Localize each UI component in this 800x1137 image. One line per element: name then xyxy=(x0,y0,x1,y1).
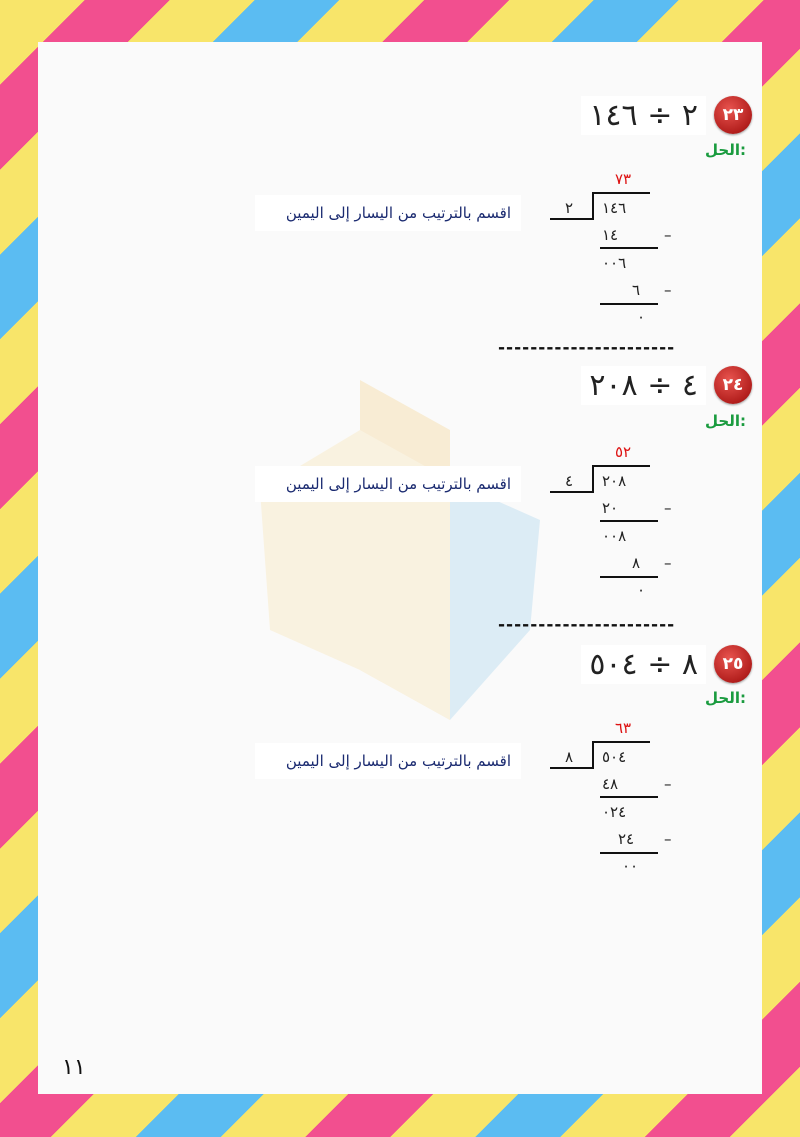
section-separator: ---------------------- xyxy=(498,338,676,358)
solution-label: الحل: xyxy=(705,412,746,430)
divisor: ٨ xyxy=(565,748,574,766)
minus-sign: – xyxy=(664,830,678,848)
division-bracket xyxy=(592,192,594,218)
long-division-23 xyxy=(550,168,680,338)
instruction-note: اقسم بالترتيب من اليسار إلى اليمين xyxy=(255,195,521,231)
long-division-24 xyxy=(550,441,680,611)
division-bracket xyxy=(592,465,594,491)
dividend: ٢٠٨ xyxy=(602,472,627,490)
problem-expression: ٨ ÷ ٥٠٤ xyxy=(581,645,706,684)
instruction-note: اقسم بالترتيب من اليسار إلى اليمين xyxy=(255,743,521,779)
divisor-underline xyxy=(550,491,594,493)
step1-subtrahend: ٢٠ xyxy=(602,499,619,517)
dividend: ٥٠٤ xyxy=(602,748,627,766)
step1-subtrahend: ١٤ xyxy=(602,226,619,244)
division-bar xyxy=(592,465,650,467)
problem-number-badge: ٢٥ xyxy=(714,645,752,683)
divisor-underline xyxy=(550,218,594,220)
problem-expression: ٢ ÷ ١٤٦ xyxy=(581,96,706,135)
step2-subtrahend: ٦ xyxy=(632,281,641,299)
dividend: ١٤٦ xyxy=(602,199,627,217)
minus-sign: – xyxy=(664,226,678,244)
solution-label: الحل: xyxy=(705,689,746,707)
minus-sign: – xyxy=(664,281,678,299)
subtraction-line xyxy=(600,852,658,854)
step1-subtrahend: ٤٨ xyxy=(602,775,619,793)
step2-remainder: ٠٠ xyxy=(622,857,639,875)
problem-25-header xyxy=(581,644,752,684)
problem-24-header xyxy=(581,365,752,405)
book-watermark-icon xyxy=(250,370,550,730)
quotient: ٦٣ xyxy=(615,719,632,737)
problem-23-header xyxy=(581,95,752,135)
problem-expression: ٤ ÷ ٢٠٨ xyxy=(581,366,706,405)
divisor: ٤ xyxy=(565,472,574,490)
division-bar xyxy=(592,192,650,194)
subtraction-line xyxy=(600,303,658,305)
problem-number-badge: ٢٣ xyxy=(714,96,752,134)
step1-remainder: ٠٢٤ xyxy=(602,803,627,821)
step2-subtrahend: ٢٤ xyxy=(618,830,635,848)
step1-remainder: ٠٠٦ xyxy=(602,254,627,272)
step2-remainder: ٠ xyxy=(637,581,646,599)
quotient: ٧٣ xyxy=(615,170,632,188)
problem-number-badge: ٢٤ xyxy=(714,366,752,404)
minus-sign: – xyxy=(664,554,678,572)
minus-sign: – xyxy=(664,775,678,793)
divisor: ٢ xyxy=(565,199,574,217)
step2-remainder: ٠ xyxy=(637,308,646,326)
step2-subtrahend: ٨ xyxy=(632,554,641,572)
page-number: ١١ xyxy=(62,1055,86,1080)
division-bracket xyxy=(592,741,594,767)
subtraction-line xyxy=(600,796,658,798)
quotient: ٥٢ xyxy=(615,443,632,461)
divisor-underline xyxy=(550,767,594,769)
step1-remainder: ٠٠٨ xyxy=(602,527,627,545)
solution-label: الحل: xyxy=(705,141,746,159)
section-separator: ---------------------- xyxy=(498,615,676,635)
long-division-25 xyxy=(550,717,680,887)
instruction-note: اقسم بالترتيب من اليسار إلى اليمين xyxy=(255,466,521,502)
subtraction-line xyxy=(600,576,658,578)
minus-sign: – xyxy=(664,499,678,517)
subtraction-line xyxy=(600,247,658,249)
division-bar xyxy=(592,741,650,743)
subtraction-line xyxy=(600,520,658,522)
